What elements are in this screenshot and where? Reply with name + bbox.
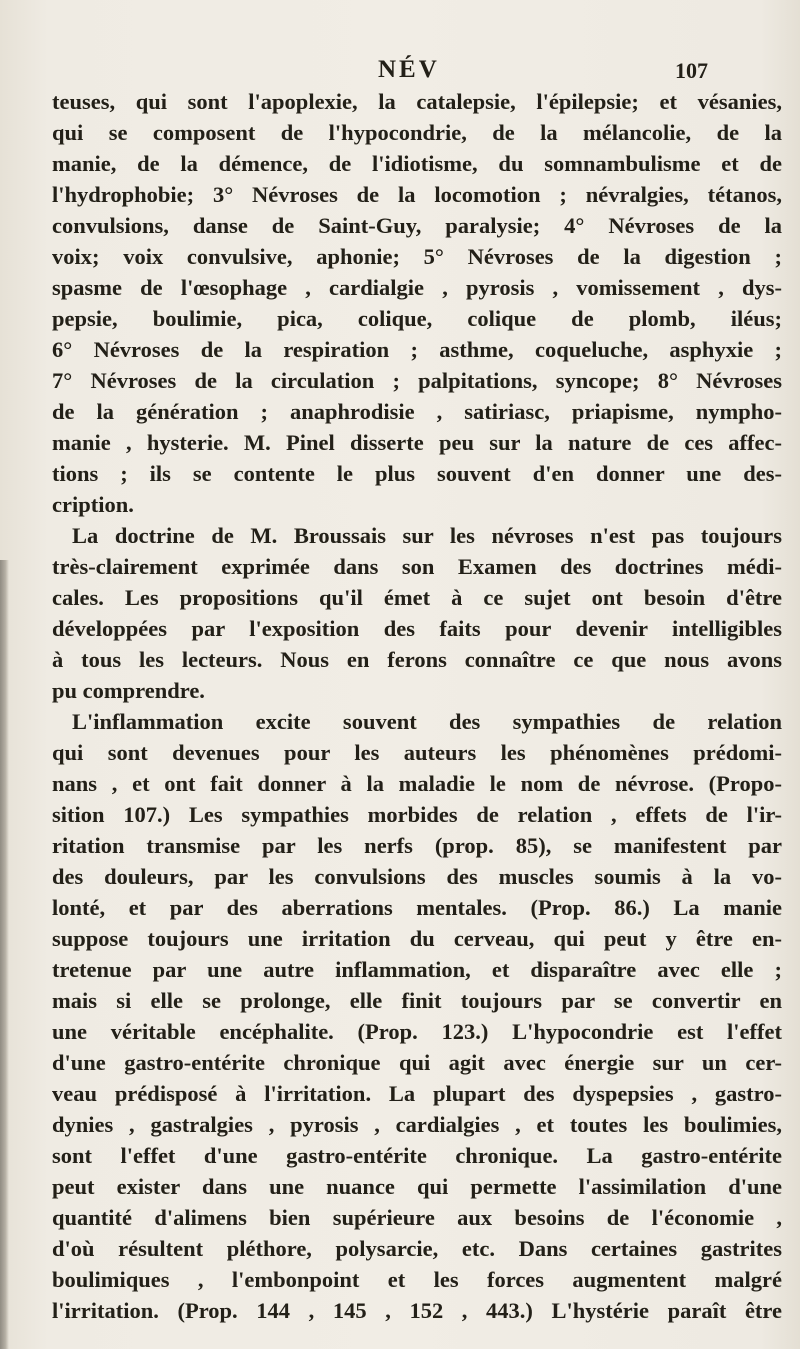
page-gutter-shadow (0, 560, 9, 1349)
text-line: voix; voix convulsive, aphonie; 5° Névroses de la digestion ; (52, 244, 782, 269)
text-line: l'irritation. (Prop. 144 , 145 , 152 , 443.) L'hystérie paraît être (52, 1298, 782, 1323)
text-line: qui sont devenues pour les auteurs les phénomènes prédomi- (52, 740, 782, 765)
text-line: l'hydrophobie; 3° Névroses de la locomotion ; névralgies, tétanos, (52, 182, 782, 207)
text-line: de la génération ; anaphrodisie , satiriasc, priapisme, nympho- (52, 399, 782, 424)
text-line: boulimiques , l'embonpoint et les forces augmentent malgré (52, 1267, 782, 1292)
text-line: nans , et ont fait donner à la maladie le nom de névrose. (Propo- (52, 771, 782, 796)
text-line: manie , hysterie. M. Pinel disserte peu sur la nature de ces affec- (52, 430, 782, 455)
text-line: 7° Névroses de la circulation ; palpitations, syncope; 8° Névroses (52, 368, 782, 393)
text-line: manie, de la démence, de l'idiotisme, du somnambulisme et de (52, 151, 782, 176)
text-line: quantité d'alimens bien supérieure aux besoins de l'économie , (52, 1205, 782, 1230)
text-line: tretenue par une autre inflammation, et disparaître avec elle ; (52, 957, 782, 982)
paragraph-start-line: L'inflammation excite souvent des sympathies de relation (72, 709, 782, 734)
page-number: 107 (675, 58, 708, 83)
text-line: dynies , gastralgies , pyrosis , cardialgies , et toutes les boulimies, (52, 1112, 782, 1137)
body-text (52, 86, 782, 1326)
running-head: NÉV (378, 56, 440, 83)
text-line: pu comprendre. (52, 678, 205, 703)
text-line: d'où résultent pléthore, polysarcie, etc. Dans certaines gastrites (52, 1236, 782, 1261)
text-line: tions ; ils se contente le plus souvent d'en donner une des- (52, 461, 782, 486)
text-line: très-clairement exprimée dans son Examen des doctrines médi- (52, 554, 782, 579)
text-line: lonté, et par des aberrations mentales. (Prop. 86.) La manie (52, 895, 782, 920)
text-line: sont l'effet d'une gastro-entérite chronique. La gastro-entérite (52, 1143, 782, 1168)
text-line: peut exister dans une nuance qui permette l'assimilation d'une (52, 1174, 782, 1199)
page-header (0, 56, 800, 86)
text-line: convulsions, danse de Saint-Guy, paralysie; 4° Névroses de la (52, 213, 782, 238)
text-line: des douleurs, par les convulsions des muscles soumis à la vo- (52, 864, 782, 889)
text-line: une véritable encéphalite. (Prop. 123.) L'hypocondrie est l'effet (52, 1019, 782, 1044)
text-line: mais si elle se prolonge, elle finit toujours par se convertir en (52, 988, 782, 1013)
text-line: suppose toujours une irritation du cerveau, qui peut y être en- (52, 926, 782, 951)
text-line: cales. Les propositions qu'il émet à ce sujet ont besoin d'être (52, 585, 782, 610)
text-line: 6° Névroses de la respiration ; asthme, coqueluche, asphyxie ; (52, 337, 782, 362)
text-line: à tous les lecteurs. Nous en ferons connaître ce que nous avons (52, 647, 782, 672)
paragraph-start-line: La doctrine de M. Broussais sur les névroses n'est pas toujours (72, 523, 782, 548)
text-line: sition 107.) Les sympathies morbides de relation , effets de l'ir- (52, 802, 782, 827)
text-line: d'une gastro-entérite chronique qui agit avec énergie sur un cer- (52, 1050, 782, 1075)
text-line: veau prédisposé à l'irritation. La plupart des dyspepsies , gastro- (52, 1081, 782, 1106)
text-line: teuses, qui sont l'apoplexie, la catalepsie, l'épilepsie; et vésanies, (52, 89, 782, 114)
text-line: qui se composent de l'hypocondrie, de la mélancolie, de la (52, 120, 782, 145)
text-line: pepsie, boulimie, pica, colique, colique de plomb, iléus; (52, 306, 782, 331)
text-line: spasme de l'œsophage , cardialgie , pyrosis , vomissement , dys- (52, 275, 782, 300)
text-line: cription. (52, 492, 134, 517)
text-line: développées par l'exposition des faits pour devenir intelligibles (52, 616, 782, 641)
text-line: ritation transmise par les nerfs (prop. 85), se manifestent par (52, 833, 782, 858)
